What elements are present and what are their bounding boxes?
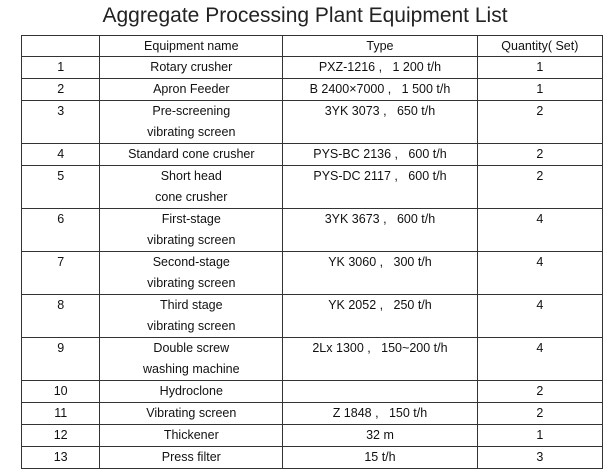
equipment-type: 15 t/h [283,447,477,469]
equipment-type: PYS-BC 2136 , 600 t/h [283,144,477,166]
equipment-quantity: 2 [477,381,602,403]
table-row [22,381,603,403]
equipment-quantity: 1 [477,425,602,447]
equipment-name [100,295,283,338]
equipment-type: 2Lx 1300 , 150~200 t/h [283,338,477,381]
equipment-name [100,403,283,425]
equipment-name [100,338,283,381]
row-number: 4 [22,144,100,166]
equipment-name-line: Apron Feeder [153,82,230,96]
equipment-name [100,381,283,403]
row-number: 13 [22,447,100,469]
equipment-type: YK 3060 , 300 t/h [283,252,477,295]
row-number: 7 [22,252,100,295]
equipment-type: 3YK 3673 , 600 t/h [283,209,477,252]
header-no [22,36,100,57]
equipment-type: PXZ-1216 , 1 200 t/h [283,57,477,79]
equipment-name-line: Vibrating screen [146,406,237,420]
table-row [22,447,603,469]
equipment-name [100,57,283,79]
header-row [22,36,603,57]
table-row [22,79,603,101]
row-number: 5 [22,166,100,209]
equipment-name-line: vibrating screen [147,125,236,139]
equipment-name-line: First-stage [161,212,221,226]
header-quantity: Quantity( Set) [477,36,602,57]
row-number: 1 [22,57,100,79]
table-row [22,338,603,381]
equipment-quantity: 4 [477,295,602,338]
equipment-type: 3YK 3073 , 650 t/h [283,101,477,144]
table-row [22,144,603,166]
equipment-quantity: 4 [477,252,602,295]
header-equipment-name: Equipment name [100,36,283,57]
equipment-quantity: 2 [477,403,602,425]
row-number: 2 [22,79,100,101]
table-row [22,57,603,79]
equipment-quantity: 3 [477,447,602,469]
table-row [22,295,603,338]
equipment-name [100,447,283,469]
table-row [22,252,603,295]
equipment-name-line: Standard cone crusher [128,147,255,161]
equipment-type: YK 2052 , 250 t/h [283,295,477,338]
equipment-type: B 2400×7000 , 1 500 t/h [283,79,477,101]
equipment-name-line: Double screw [153,341,230,355]
equipment-name-line: vibrating screen [147,319,236,333]
equipment-name-line: Hydroclone [159,384,223,398]
equipment-name-line: washing machine [143,362,240,376]
equipment-type: PYS-DC 2117 , 600 t/h [283,166,477,209]
row-number: 8 [22,295,100,338]
equipment-quantity: 2 [477,144,602,166]
equipment-name-line: Third stage [160,298,223,312]
equipment-name-line: Press filter [161,450,221,464]
equipment-name-line: Thickener [163,428,219,442]
equipment-name-line: Second-stage [152,255,230,269]
row-number: 6 [22,209,100,252]
equipment-type [283,381,477,403]
table-row [22,209,603,252]
equipment-name-line: Pre-screening [152,104,231,118]
equipment-name [100,166,283,209]
equipment-name-line: cone crusher [155,190,228,204]
equipment-name-line: vibrating screen [147,276,236,290]
equipment-name-line: vibrating screen [147,233,236,247]
page-title: Aggregate Processing Plant Equipment List [102,4,508,27]
row-number: 9 [22,338,100,381]
equipment-quantity: 1 [477,57,602,79]
equipment-name [100,425,283,447]
header-type: Type [283,36,477,57]
equipment-name [100,79,283,101]
equipment-quantity: 2 [477,101,602,144]
table-row [22,166,603,209]
equipment-quantity: 4 [477,338,602,381]
table-row [22,403,603,425]
table-row [22,101,603,144]
equipment-type: 32 m [283,425,477,447]
equipment-quantity: 4 [477,209,602,252]
equipment-name-line: Rotary crusher [150,60,233,74]
equipment-quantity: 2 [477,166,602,209]
row-number: 12 [22,425,100,447]
row-number: 11 [22,403,100,425]
row-number: 10 [22,381,100,403]
equipment-quantity: 1 [477,79,602,101]
equipment-name [100,101,283,144]
equipment-name [100,144,283,166]
equipment-type: Z 1848 , 150 t/h [283,403,477,425]
row-number: 3 [22,101,100,144]
table-row [22,425,603,447]
equipment-table [21,35,603,469]
equipment-name [100,209,283,252]
equipment-name-line: Short head [160,169,222,183]
equipment-name [100,252,283,295]
